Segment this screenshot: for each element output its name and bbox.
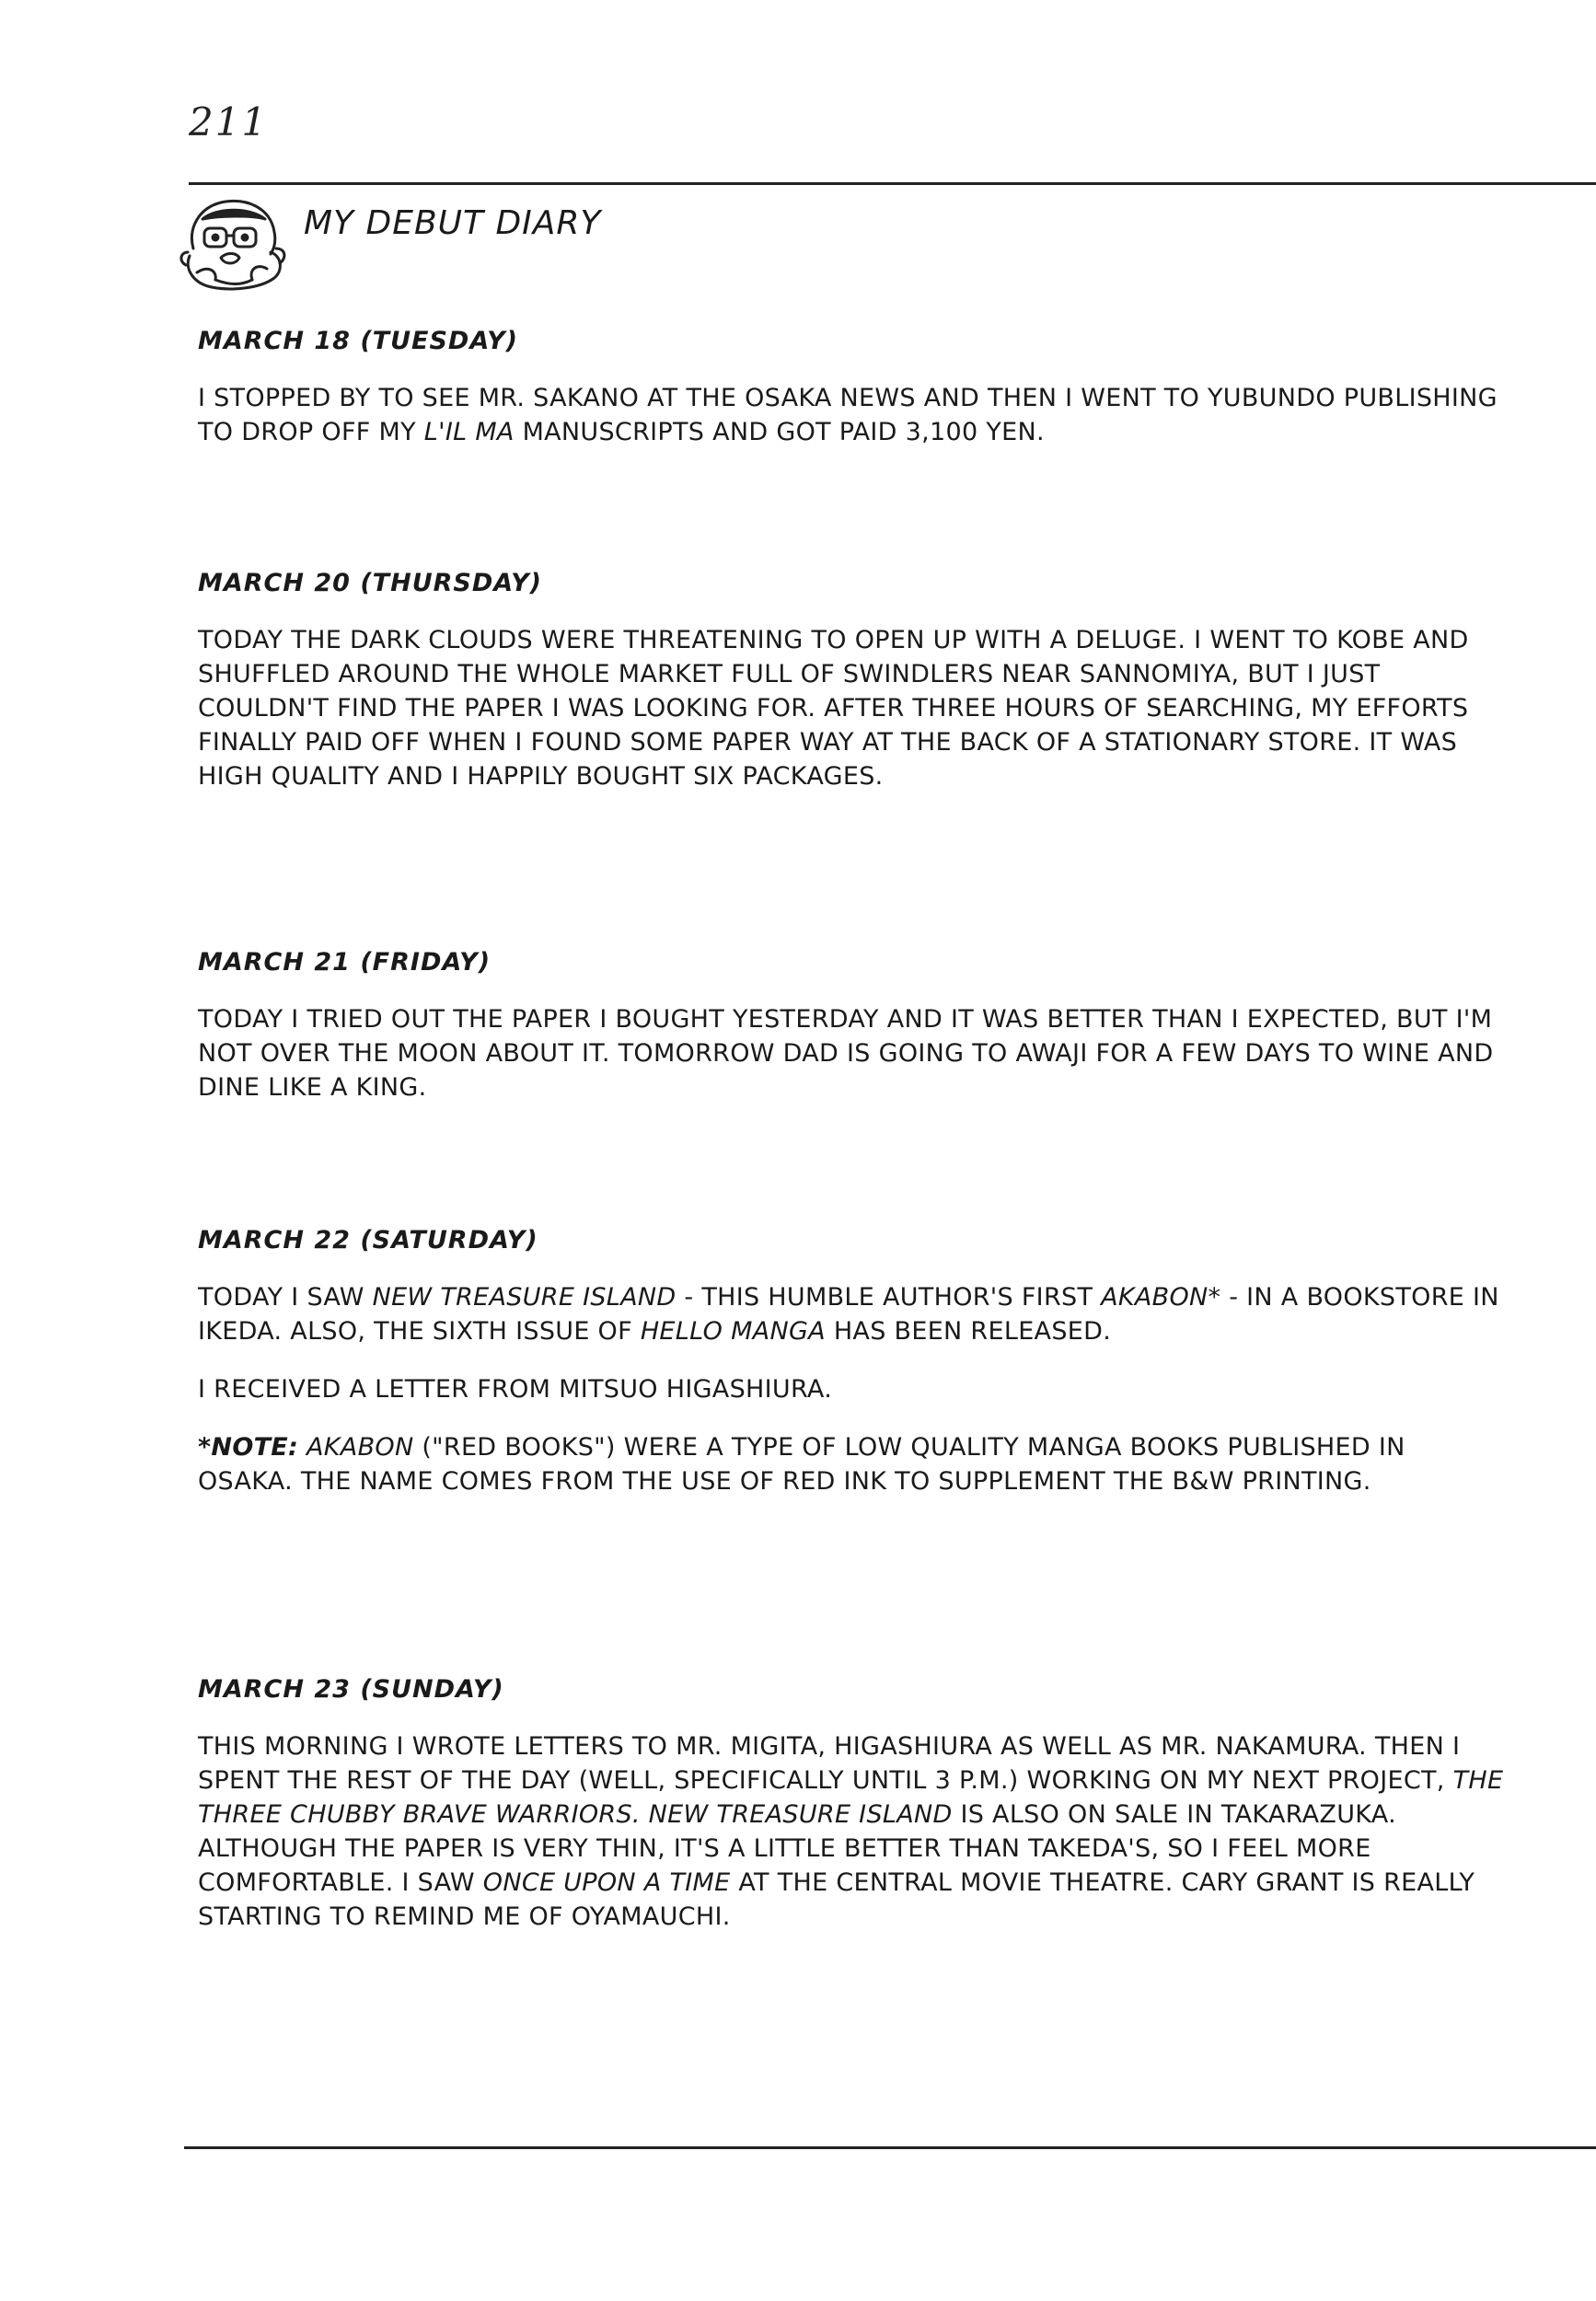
author-caricature-icon xyxy=(175,191,293,296)
diary-entry xyxy=(198,948,1505,1128)
text-run: I STOPPED BY TO SEE MR. SAKANO AT THE OSAKA NEWS AND THEN I WENT TO YUBUNDO PUBLISHING TO DROP OFF MY xyxy=(198,384,1498,446)
entry-paragraph xyxy=(198,1280,1505,1348)
entry-paragraph xyxy=(198,1002,1505,1104)
text-run: TODAY I TRIED OUT THE PAPER I BOUGHT YESTERDAY AND IT WAS BETTER THAN I EXPECTED, BUT I'M NOT OVER THE MOON ABOUT IT. TOMORROW DAD IS GOING TO AWAJI FOR A FEW DAYS TO WINE AND DINE LIKE A KING. xyxy=(198,1005,1494,1102)
entry-paragraph xyxy=(198,623,1505,793)
text-run: THIS MORNING I WROTE LETTERS TO MR. MIGITA, HIGASHIURA AS WELL AS MR. NAKAMURA. THEN I SPENT THE REST OF THE DAY (WELL, SPECIFICALLY UNTIL 3 P.M.) WORKING ON MY NEXT PROJECT, xyxy=(198,1732,1461,1795)
italic-title: AKABON* xyxy=(1101,1283,1221,1312)
bottom-rule xyxy=(184,2146,1596,2149)
entry-paragraph xyxy=(198,1729,1505,1934)
entry-heading: MARCH 18 (TUESDAY) xyxy=(198,327,519,355)
footnote xyxy=(198,1430,1505,1498)
entry-paragraph xyxy=(198,1372,1505,1406)
text-run: ("RED BOOKS") WERE A TYPE OF LOW QUALITY MANGA BOOKS PUBLISHED IN OSAKA. THE NAME COMES FROM THE USE OF RED INK TO SUPPLEMENT THE B&W PRINTING. xyxy=(198,1433,1405,1496)
diary-entry xyxy=(198,1226,1505,1522)
text-run: IS ALSO ON SALE IN TAKARAZUKA. ALTHOUGH THE PAPER IS VERY THIN, IT'S A LITTLE BETTER THAN TAKEDA'S, SO I FEEL MORE COMFORTABLE. I SAW xyxy=(198,1800,1396,1897)
diary-title: MY DEBUT DIARY xyxy=(304,204,602,242)
text-run: - IN A BOOKSTORE IN IKEDA. ALSO, THE SIXTH ISSUE OF xyxy=(198,1283,1499,1346)
italic-title: THE THREE CHUBBY BRAVE WARRIORS. NEW TREASURE ISLAND xyxy=(198,1766,1504,1829)
entry-paragraph xyxy=(198,381,1505,449)
italic-title: NEW TREASURE ISLAND xyxy=(372,1283,677,1312)
text-run: TODAY I SAW xyxy=(198,1283,373,1312)
text-run: I RECEIVED A LETTER FROM MITSUO HIGASHIURA. xyxy=(198,1375,833,1404)
text-run: TODAY THE DARK CLOUDS WERE THREATENING TO OPEN UP WITH A DELUGE. I WENT TO KOBE AND SHUFFLED AROUND THE WHOLE MARKET FULL OF SWINDLERS NEAR SANNOMIYA, BUT I JUST COULDN'T FIND THE PAPER I WAS LOOKING FOR. AFTER THREE HOURS OF SEARCHING, MY EFFORTS FINALLY PAID OFF WHEN I FOUND SOME PAPER WAY AT THE BACK OF A STATIONARY STORE. IT WAS HIGH QUALITY AND I HAPPILY BOUGHT SIX PACKAGES. xyxy=(198,626,1469,791)
entry-heading: MARCH 23 (SUNDAY) xyxy=(198,1675,504,1704)
italic-title: HELLO MANGA xyxy=(640,1317,826,1346)
text-run: HAS BEEN RELEASED. xyxy=(825,1317,1112,1346)
text-run: MANUSCRIPTS AND GOT PAID 3,100 YEN. xyxy=(514,418,1045,446)
text-run: AT THE CENTRAL MOVIE THEATRE. CARY GRANT IS REALLY STARTING TO REMIND ME OF OYAMAUCHI. xyxy=(198,1868,1475,1931)
diary-entry xyxy=(198,1675,1505,1958)
page-number: 211 xyxy=(189,99,269,145)
entry-heading: MARCH 21 (FRIDAY) xyxy=(198,948,492,977)
footnote-label: *NOTE: xyxy=(198,1433,299,1462)
text-run: - THIS HUMBLE AUTHOR'S FIRST xyxy=(676,1283,1102,1312)
entry-heading: MARCH 22 (SATURDAY) xyxy=(198,1226,538,1255)
top-rule xyxy=(189,182,1596,185)
italic-title: ONCE UPON A TIME xyxy=(482,1868,731,1897)
italic-title: AKABON xyxy=(306,1433,414,1462)
entry-heading: MARCH 20 (THURSDAY) xyxy=(198,569,542,597)
diary-entry xyxy=(198,327,1505,473)
diary-entry xyxy=(198,569,1505,817)
italic-title: L'IL MA xyxy=(423,418,515,446)
